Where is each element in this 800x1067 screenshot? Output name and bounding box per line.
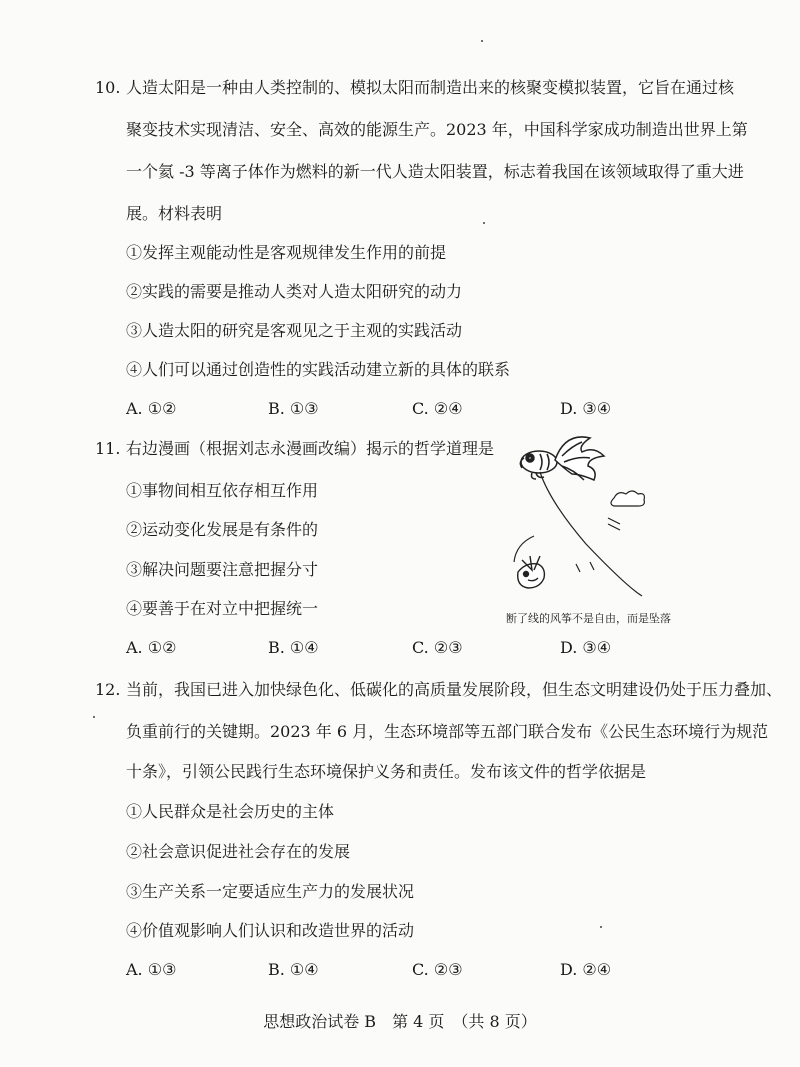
option-c: C. ②③ <box>412 638 463 657</box>
statement-1: ①事物间相互依存相互作用 <box>126 481 319 500</box>
statement-3: ③生产关系一定要适应生产力的发展状况 <box>126 882 415 901</box>
cloud-icon <box>611 491 644 506</box>
statement-4: ④人们可以通过创造性的实践活动建立新的具体的联系 <box>126 360 511 379</box>
statement-2: ②社会意识促进社会存在的发展 <box>126 842 351 861</box>
fish-kite-icon <box>520 437 604 480</box>
statement-4: ④要善于在对立中把握统一 <box>126 599 319 618</box>
statement-4: ④价值观影响人们认识和改造世界的活动 <box>126 921 415 940</box>
option-c: C. ②④ <box>412 399 463 418</box>
scan-speck <box>93 716 95 718</box>
option-a: A. ①③ <box>126 960 177 979</box>
statement-1: ①人民群众是社会历史的主体 <box>126 802 335 821</box>
question-stem-line: 人造太阳是一种由人类控制的、模拟太阳而制造出来的核聚变模拟装置，它旨在通过核 <box>126 78 735 97</box>
kite-string-line <box>540 472 642 596</box>
question-number: 10. <box>95 78 121 97</box>
question-number: 11. <box>95 439 121 458</box>
question-stem-line: 十条》，引领公民践行生态环境保护义务和责任。发布该文件的哲学依据是 <box>126 762 647 781</box>
statement-1: ①发挥主观能动性是客观规律发生作用的前提 <box>126 243 447 262</box>
scan-speck <box>600 926 602 928</box>
question-number: 12. <box>95 680 121 699</box>
scan-speck <box>483 222 485 224</box>
comic-caption: 断了线的风筝不是自由，而是坠落 <box>506 612 671 625</box>
question-stem-line: 右边漫画（根据刘志永漫画改编）揭示的哲学道理是 <box>126 439 495 458</box>
question-stem-line: 负重前行的关键期。2023 年 6 月，生态环境部等五部门联合发布《公民生态环境行为规范 <box>126 722 769 741</box>
question-stem-line: 一个氦 -3 等离子体作为燃料的新一代人造太阳装置，标志着我国在该领域取得了重大进 <box>126 162 744 181</box>
option-b: B. ①③ <box>268 399 319 418</box>
option-b: B. ①④ <box>268 960 319 979</box>
option-d: D. ②④ <box>560 960 612 979</box>
option-c: C. ②③ <box>412 960 463 979</box>
option-d: D. ③④ <box>560 638 612 657</box>
option-a: A. ①② <box>126 399 177 418</box>
statement-3: ③解决问题要注意把握分寸 <box>126 560 319 579</box>
scan-speck <box>481 40 483 42</box>
option-b: B. ①④ <box>268 638 319 657</box>
kite-comic-illustration <box>492 420 692 620</box>
statement-2: ②实践的需要是推动人类对人造太阳研究的动力 <box>126 282 463 301</box>
motion-lines-icon <box>576 518 620 572</box>
page-footer: 思想政治试卷 B 第 4 页 （共 8 页） <box>263 1012 537 1031</box>
statement-2: ②运动变化发展是有条件的 <box>126 520 319 539</box>
question-stem-line: 展。材料表明 <box>126 204 223 223</box>
statement-3: ③人造太阳的研究是客观见之于主观的实践活动 <box>126 321 463 340</box>
question-stem-line: 聚变技术实现清洁、安全、高效的能源生产。2023 年，中国科学家成功制造出世界上第 <box>126 120 748 139</box>
question-stem-line: 当前，我国已进入加快绿色化、低碳化的高质量发展阶段，但生态文明建设仍处于压力叠加、 <box>126 680 783 699</box>
option-a: A. ①② <box>126 638 177 657</box>
fallen-kite-icon <box>518 556 545 588</box>
option-d: D. ③④ <box>560 399 612 418</box>
